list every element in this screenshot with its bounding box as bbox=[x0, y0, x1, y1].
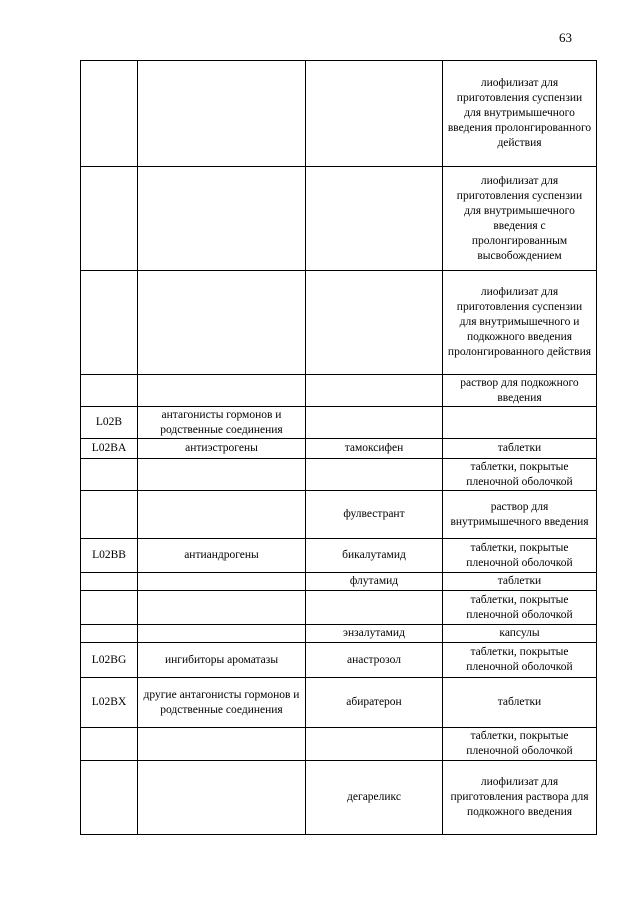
atc-code-cell: L02BA bbox=[81, 439, 138, 459]
group-cell bbox=[138, 591, 306, 625]
dosage-form-cell: раствор для внутримышечного введения bbox=[443, 491, 597, 539]
inn-cell bbox=[306, 271, 443, 375]
table-row bbox=[81, 761, 597, 835]
atc-code-cell bbox=[81, 625, 138, 643]
dosage-form-cell bbox=[443, 407, 597, 439]
group-cell bbox=[138, 271, 306, 375]
group-cell: антагонисты гормонов и родственные соединения bbox=[138, 407, 306, 439]
inn-cell: фулвестрант bbox=[306, 491, 443, 539]
atc-code-cell bbox=[81, 728, 138, 761]
table-row bbox=[81, 539, 597, 573]
inn-cell bbox=[306, 728, 443, 761]
group-cell: ингибиторы ароматазы bbox=[138, 643, 306, 678]
dosage-form-cell: таблетки bbox=[443, 678, 597, 728]
group-cell bbox=[138, 573, 306, 591]
dosage-form-cell: таблетки, покрытые пленочной оболочкой bbox=[443, 591, 597, 625]
table-row bbox=[81, 491, 597, 539]
group-cell bbox=[138, 761, 306, 835]
table-row bbox=[81, 271, 597, 375]
inn-cell bbox=[306, 61, 443, 167]
group-cell bbox=[138, 61, 306, 167]
dosage-form-cell: лиофилизат для приготовления суспензии для внутримышечного введения пролонгированного действия bbox=[443, 61, 597, 167]
table-row bbox=[81, 375, 597, 407]
group-cell bbox=[138, 625, 306, 643]
inn-cell bbox=[306, 459, 443, 491]
atc-code-cell: L02BB bbox=[81, 539, 138, 573]
dosage-form-cell: таблетки bbox=[443, 573, 597, 591]
table-row bbox=[81, 459, 597, 491]
page-number: 63 bbox=[559, 30, 572, 45]
atc-code-cell bbox=[81, 591, 138, 625]
atc-code-cell bbox=[81, 761, 138, 835]
atc-code-cell bbox=[81, 459, 138, 491]
group-cell bbox=[138, 375, 306, 407]
inn-cell bbox=[306, 167, 443, 271]
group-cell: другие антагонисты гормонов и родственные соединения bbox=[138, 678, 306, 728]
group-cell: антиэстрогены bbox=[138, 439, 306, 459]
atc-code-cell bbox=[81, 573, 138, 591]
group-cell bbox=[138, 167, 306, 271]
dosage-form-cell: лиофилизат для приготовления суспензии для внутримышечного введения с пролонгированным высвобождением bbox=[443, 167, 597, 271]
inn-cell: флутамид bbox=[306, 573, 443, 591]
inn-cell: абиратерон bbox=[306, 678, 443, 728]
table-row bbox=[81, 573, 597, 591]
atc-code-cell: L02B bbox=[81, 407, 138, 439]
dosage-form-cell: раствор для подкожного введения bbox=[443, 375, 597, 407]
table-row bbox=[81, 625, 597, 643]
table-row bbox=[81, 407, 597, 439]
dosage-form-cell: таблетки, покрытые пленочной оболочкой bbox=[443, 539, 597, 573]
table-row bbox=[81, 591, 597, 625]
table-row bbox=[81, 728, 597, 761]
dosage-form-cell: таблетки bbox=[443, 439, 597, 459]
table-row bbox=[81, 678, 597, 728]
group-cell bbox=[138, 491, 306, 539]
group-cell: антиандрогены bbox=[138, 539, 306, 573]
dosage-form-cell: капсулы bbox=[443, 625, 597, 643]
dosage-form-cell: таблетки, покрытые пленочной оболочкой bbox=[443, 643, 597, 678]
inn-cell bbox=[306, 375, 443, 407]
atc-code-cell bbox=[81, 167, 138, 271]
inn-cell: дегареликс bbox=[306, 761, 443, 835]
table-row bbox=[81, 61, 597, 167]
inn-cell: тамоксифен bbox=[306, 439, 443, 459]
inn-cell bbox=[306, 407, 443, 439]
atc-code-cell bbox=[81, 61, 138, 167]
drug-table bbox=[80, 60, 597, 835]
inn-cell bbox=[306, 591, 443, 625]
atc-code-cell bbox=[81, 271, 138, 375]
dosage-form-cell: таблетки, покрытые пленочной оболочкой bbox=[443, 459, 597, 491]
table-row bbox=[81, 167, 597, 271]
dosage-form-cell: лиофилизат для приготовления суспензии для внутримышечного и подкожного введения пролонгированного действия bbox=[443, 271, 597, 375]
atc-code-cell: L02BX bbox=[81, 678, 138, 728]
atc-code-cell bbox=[81, 491, 138, 539]
atc-code-cell bbox=[81, 375, 138, 407]
dosage-form-cell: лиофилизат для приготовления раствора для подкожного введения bbox=[443, 761, 597, 835]
group-cell bbox=[138, 728, 306, 761]
inn-cell: бикалутамид bbox=[306, 539, 443, 573]
inn-cell: анастрозол bbox=[306, 643, 443, 678]
atc-code-cell: L02BG bbox=[81, 643, 138, 678]
inn-cell: энзалутамид bbox=[306, 625, 443, 643]
dosage-form-cell: таблетки, покрытые пленочной оболочкой bbox=[443, 728, 597, 761]
table-row bbox=[81, 643, 597, 678]
group-cell bbox=[138, 459, 306, 491]
table-row bbox=[81, 439, 597, 459]
